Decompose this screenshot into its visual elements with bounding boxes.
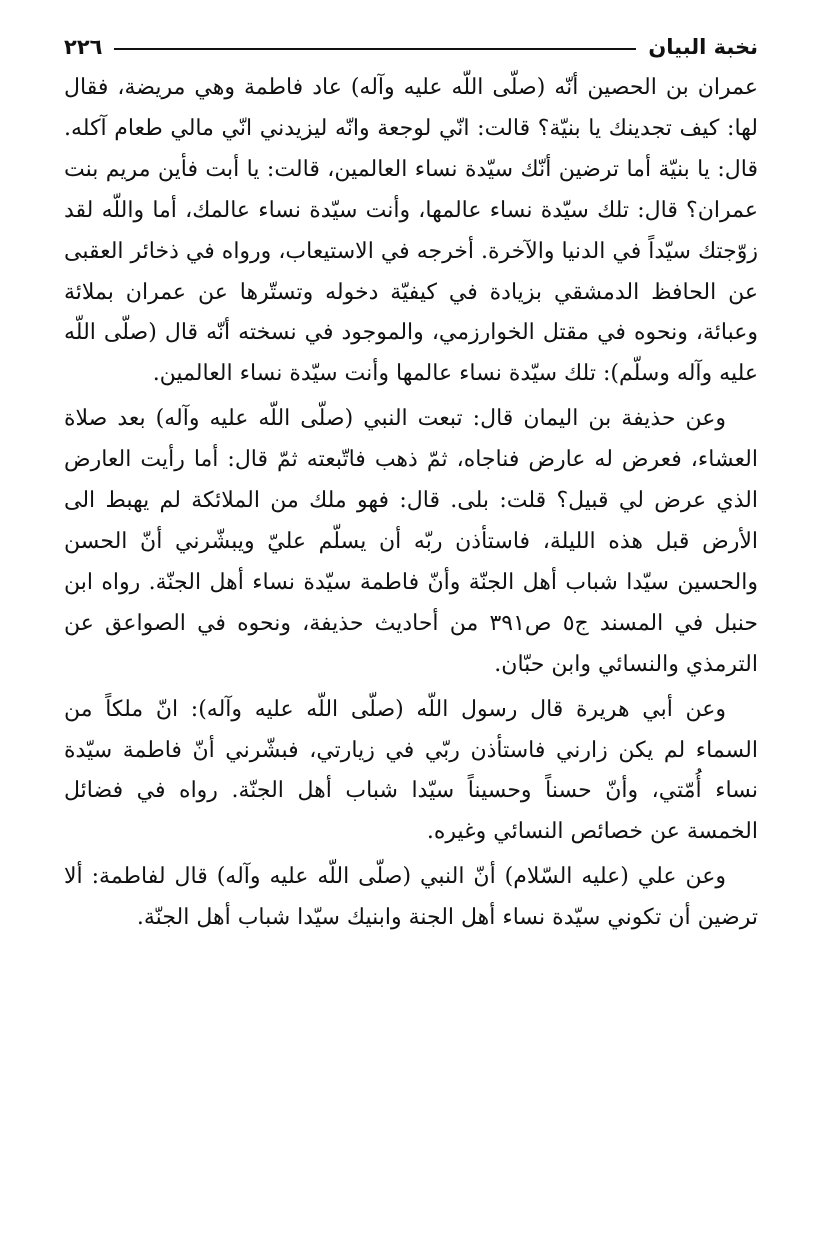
page-number: ٢٢٦ <box>64 35 103 59</box>
paragraph-2: وعن حذيفة بن اليمان قال: تبعت النبي (صلّى اللّه عليه وآله) بعد صلاة العشاء، فعرض له عارض فناجاه، ثمّ ذهب فاتّبعته ثمّ قال: أما رأيت العارض الذي عرض لي قبيل؟ قلت: بلى. قال: فهو ملك من الملائكة لم يهبط الى الأرض قبل هذه الليلة، فاستأذن ربّه أن يسلّم عليّ ويبشّرني أنّ الحسن والحسين سيّدا شباب أهل الجنّة وأنّ فاطمة سيّدة نساء أهل الجنّة. رواه ابن حنبل في المسند ج٥ ص٣٩١ من أحاديث حذيفة، ونحوه في الصواعق عن الترمذي والنسائي وابن حبّان. <box>64 406 758 677</box>
body-text <box>64 68 758 939</box>
header-rule <box>114 48 636 50</box>
paragraph-1: عمران بن الحصين أنّه (صلّى اللّه عليه وآله) عاد فاطمة وهي مريضة، فقال لها: كيف تجدينك يا بنيّة؟ قالت: انّي لوجعة وانّه ليزيدني انّي مالي طعام آكله. قال: يا بنيّة أما ترضين أنّك سيّدة نساء العالمين، قالت: يا أبت فأين مريم بنت عمران؟ قال: تلك سيّدة نساء عالمها، وأنت سيّدة نساء عالمك، أما واللّه لقد زوّجتك سيّداً في الدنيا والآخرة. أخرجه في الاستيعاب، ورواه في ذخائر العقبى عن الحافظ الدمشقي بزيادة في كيفيّة دخوله وتستّرها عن عمران بملائة وعبائة، ونحوه في مقتل الخوارزمي، والموجود في نسخته أنّه قال (صلّى اللّه عليه وآله وسلّم): تلك سيّدة نساء عالمها وأنت سيّدة نساء العالمين. <box>64 75 758 387</box>
paragraph-3: وعن أبي هريرة قال رسول اللّه (صلّى اللّه عليه وآله): انّ ملكاً من السماء لم يكن زارني فاستأذن ربّي في زيارتي، فبشّرني أنّ فاطمة سيّدة نساء أُمّتي، وأنّ حسناً وحسيناً سيّدا شباب أهل الجنّة. رواه في فضائل الخمسة عن خصائص النسائي وغيره. <box>64 696 758 845</box>
book-title: نخبة البيان <box>648 35 758 59</box>
paragraph-4: وعن علي (عليه السّلام) أنّ النبي (صلّى اللّه عليه وآله) قال لفاطمة: ألا ترضين أن تكوني سيّدة نساء أهل الجنة وابنيك سيّدا شباب أهل الجنّة. <box>64 864 758 931</box>
page-header <box>64 30 758 64</box>
